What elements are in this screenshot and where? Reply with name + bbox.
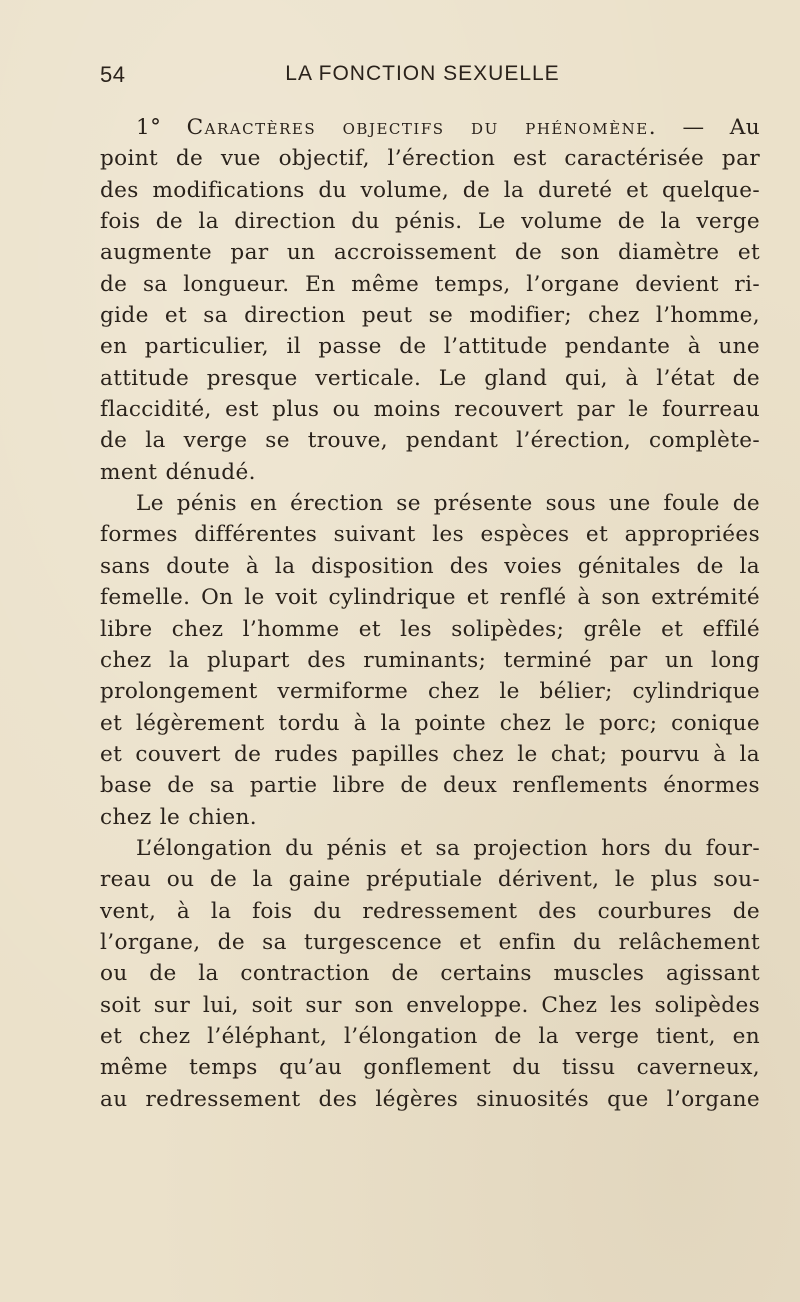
text-line (100, 112, 760, 143)
page-header (100, 62, 745, 92)
text-line: l’organe, de sa turgescence et enfin du relâchement (100, 929, 760, 955)
text-line: de sa longueur. En même temps, l’organe devient ri- (100, 271, 760, 297)
text-line: Le pénis en érection se présente sous une foule de (136, 491, 760, 517)
paragraph-1 (100, 112, 760, 488)
text-line: fois de la direction du pénis. Le volume de la verge (100, 209, 760, 235)
text-line: vent, à la fois du redressement des courbures de (100, 898, 760, 924)
text-line: L’élongation du pénis et sa projection hors du four- (136, 835, 760, 861)
text-line: au redressement des légères sinuosités que l’organe (100, 1086, 760, 1112)
text-line: sans doute à la disposition des voies génitales de la (100, 553, 760, 579)
section-number: 1° (136, 115, 162, 140)
text-line: et chez l’éléphant, l’élongation de la verge tient, en (100, 1023, 760, 1049)
page-number: 54 (100, 62, 126, 87)
text-line: même temps qu’au gonflement du tissu caverneux, (100, 1055, 760, 1081)
text-line: de la verge se trouve, pendant l’érection, complète- (100, 428, 760, 454)
section-dash: — (657, 115, 730, 140)
text-line: femelle. On le voit cylindrique et renflé à son extrémité (100, 585, 760, 611)
section-heading: Caractères objectifs du phénomène. (186, 115, 658, 140)
text-line: en particulier, il passe de l’attitude pendante à une (100, 334, 760, 360)
text-line: point de vue objectif, l’érection est caractérisée par (100, 146, 760, 172)
text-line: augmente par un accroissement de son diamètre et (100, 240, 760, 266)
text-line: formes différentes suivant les espèces et appropriées (100, 522, 760, 548)
text-line: et légèrement tordu à la pointe chez le porc; conique (100, 710, 760, 736)
text-line: ment dénudé. (100, 459, 256, 485)
text-line: et couvert de rudes papilles chez le chat; pourvu à la (100, 741, 760, 767)
text-line: base de sa partie libre de deux renflements énormes (100, 773, 760, 799)
text-line: flaccidité, est plus ou moins recouvert par le fourreau (100, 397, 760, 423)
text-line: des modifications du volume, de la dureté et quelque- (100, 177, 760, 203)
text-line: libre chez l’homme et les solipèdes; grêle et effilé (100, 616, 760, 642)
text-line: chez le chien. (100, 804, 257, 830)
text-line: gide et sa direction peut se modifier; chez l’homme, (100, 303, 760, 329)
paragraph-3 (100, 833, 760, 1115)
text-line: prolongement vermiforme chez le bélier; cylindrique (100, 679, 760, 705)
paragraph-2 (100, 488, 760, 833)
text-line: chez la plupart des ruminants; terminé par un long (100, 647, 760, 673)
text-line: soit sur lui, soit sur son enveloppe. Chez les solipèdes (100, 992, 760, 1018)
text-line: reau ou de la gaine préputiale dérivent, le plus sou- (100, 867, 760, 893)
text-line-start: Au (729, 115, 760, 140)
text-line: ou de la contraction de certains muscles agissant (100, 961, 760, 987)
body-text (100, 112, 760, 1115)
text-line: attitude presque verticale. Le gland qui, à l’état de (100, 365, 760, 391)
running-title: LA FONCTION SEXUELLE (285, 62, 560, 85)
